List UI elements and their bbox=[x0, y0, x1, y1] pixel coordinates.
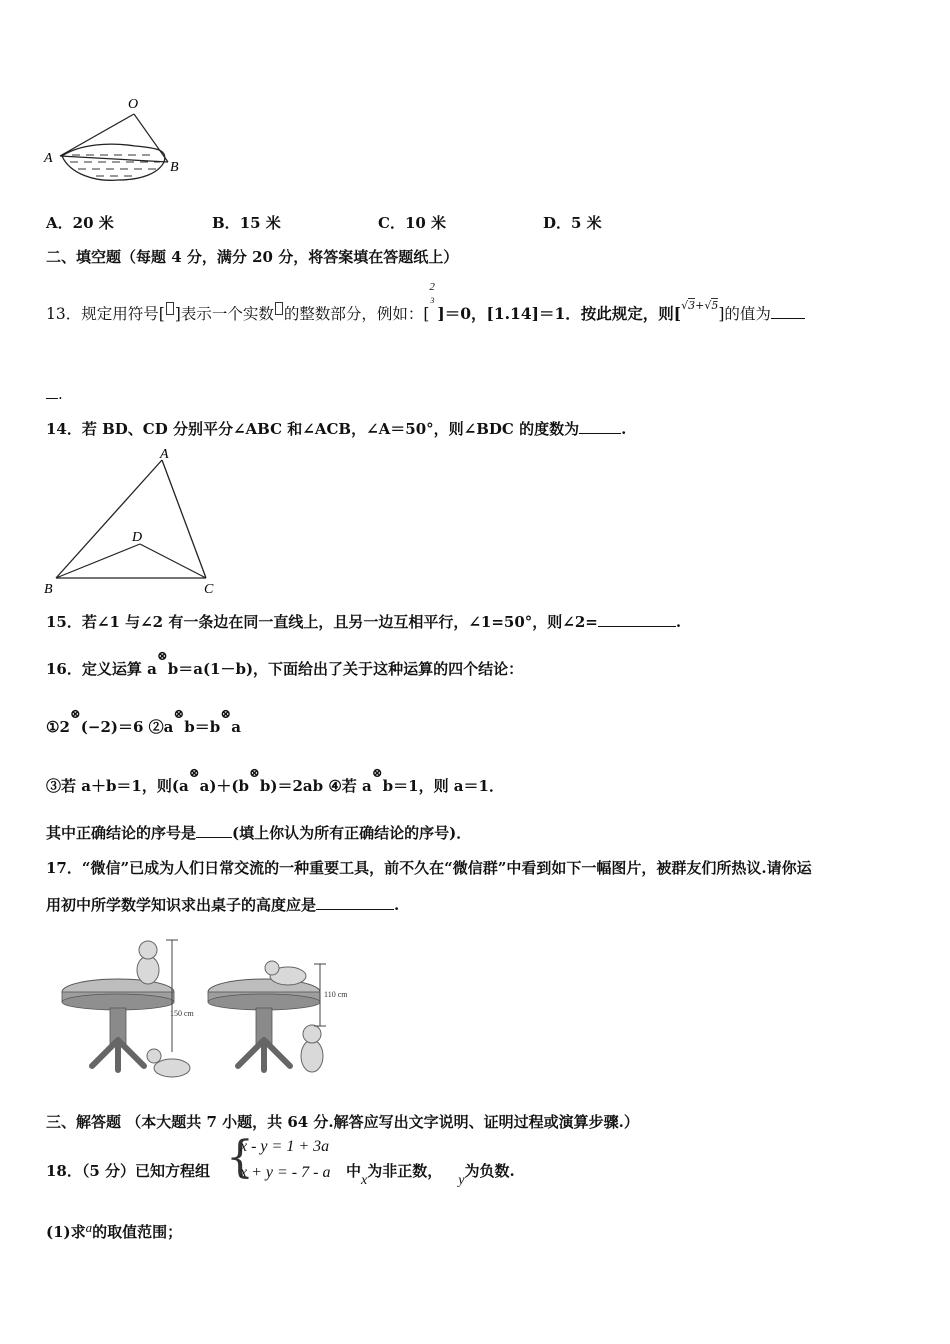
section-3-title: 三、解答题 （本大题共 7 小题，共 64 分.解答应写出文字说明、证明过程或演算步骤.） bbox=[46, 1113, 639, 1131]
otimes-operator: ⊗ bbox=[249, 766, 260, 781]
side-ab bbox=[56, 460, 162, 578]
option-d: D．5 米 bbox=[543, 214, 602, 232]
equation-2: x + y = - 7 - a bbox=[240, 1164, 331, 1181]
left-brace-icon: { bbox=[226, 1132, 254, 1183]
question-16-conclusion: 其中正确结论的序号是 (填上你认为所有正确结论的序号)． bbox=[46, 824, 472, 842]
otimes-operator: ⊗ bbox=[371, 766, 383, 781]
lake-figure bbox=[40, 92, 190, 184]
question-16-stem: 16．定义运算 a⊗b＝a(1－b)，下面给出了关于这种运算的四个结论： bbox=[46, 649, 524, 678]
question-16-conclusions-3-4: ③若 a＋b＝1，则(a⊗a)＋(b⊗b)＝2ab ④若 a⊗b＝1，则 a＝1． bbox=[46, 766, 504, 795]
triangle-figure bbox=[40, 444, 230, 600]
segment-ob bbox=[134, 114, 168, 162]
otimes-operator: ⊗ bbox=[188, 766, 200, 781]
question-13: 13．规定用符号[ ]表示一个实数 的整数部分，例如：[ 2 3 ]＝0，[1.14]＝1．按此规定，则[√3+√5]的值为 bbox=[46, 302, 805, 324]
option-a: A．20 米 bbox=[46, 214, 114, 232]
label-c: C bbox=[204, 582, 214, 597]
cat-on-table-left bbox=[137, 941, 159, 984]
question-18-condition: 中x为非正数，y为负数. bbox=[346, 1162, 515, 1188]
otimes-operator: ⊗ bbox=[220, 707, 232, 722]
cat-on-floor-left bbox=[147, 1049, 190, 1077]
answer-blank-16[interactable] bbox=[196, 823, 232, 838]
answer-blank-14[interactable] bbox=[579, 419, 621, 434]
fraction-denominator: 3 bbox=[430, 296, 435, 305]
question-18-part-1: (1)求a的取值范围； bbox=[46, 1220, 183, 1241]
fraction-two-thirds bbox=[429, 281, 437, 319]
option-c: C．10 米 bbox=[378, 214, 447, 232]
height-label-left: 150 cm bbox=[170, 1009, 194, 1018]
label-a: A bbox=[160, 447, 169, 462]
segment-ab bbox=[60, 156, 168, 162]
answer-blank-13-tail[interactable] bbox=[46, 384, 58, 399]
question-14: 14．若 BD、CD 分别平分∠ABC 和∠ACB，∠A＝50°，则∠BDC 的度数为 . bbox=[46, 420, 627, 438]
segment-cd bbox=[140, 544, 206, 578]
answer-blank-15[interactable] bbox=[598, 612, 676, 627]
label-a: A bbox=[44, 151, 53, 166]
label-o: O bbox=[128, 97, 139, 112]
height-label-right: 110 cm bbox=[324, 990, 348, 999]
table-cats-figure bbox=[56, 934, 366, 1084]
question-17-line-1: 17．“微信”已成为人们日常交流的一种重要工具，前不久在“微信群”中看到如下一幅图片，被群友们所热议.请你运 bbox=[46, 859, 812, 877]
radical-sign-icon: √ bbox=[681, 299, 689, 312]
question-17-line-2: 用初中所学数学知识求出桌子的高度应是 . bbox=[46, 896, 400, 914]
answer-blank-13[interactable] bbox=[771, 304, 805, 319]
question-13-continued: . bbox=[46, 384, 63, 403]
sqrt-expression: √3+√5 bbox=[681, 299, 719, 312]
otimes-operator: ⊗ bbox=[173, 707, 185, 722]
fraction-numerator: 2 bbox=[429, 281, 435, 293]
placeholder-box bbox=[275, 302, 283, 315]
segment-bd bbox=[56, 544, 140, 578]
segment-oa bbox=[60, 114, 134, 156]
label-d: D bbox=[132, 530, 143, 545]
otimes-operator: ⊗ bbox=[69, 707, 81, 722]
label-b: B bbox=[44, 582, 53, 597]
radical-sign-icon: √ bbox=[704, 299, 712, 312]
question-18: 18．（5 分）已知方程组 bbox=[46, 1162, 211, 1180]
option-b: B．15 米 bbox=[212, 214, 281, 232]
otimes-operator: ⊗ bbox=[156, 649, 168, 664]
question-16-conclusions-1-2: ①2⊗(−2)＝6 ②a⊗b＝b⊗a bbox=[46, 707, 241, 736]
section-2-title: 二、填空题（每题 4 分，满分 20 分，将答案填在答题纸上） bbox=[46, 248, 459, 266]
question-15: 15．若∠1 与∠2 有一条边在同一直线上，且另一边互相平行，∠1=50°，则∠2= . bbox=[46, 613, 682, 631]
answer-blank-17[interactable] bbox=[316, 895, 394, 910]
equation-1: x - y = 1 + 3a bbox=[240, 1138, 330, 1155]
side-ac bbox=[162, 460, 206, 578]
label-b: B bbox=[170, 160, 179, 175]
cat-on-floor-right bbox=[301, 1025, 323, 1072]
placeholder-box bbox=[166, 302, 174, 315]
